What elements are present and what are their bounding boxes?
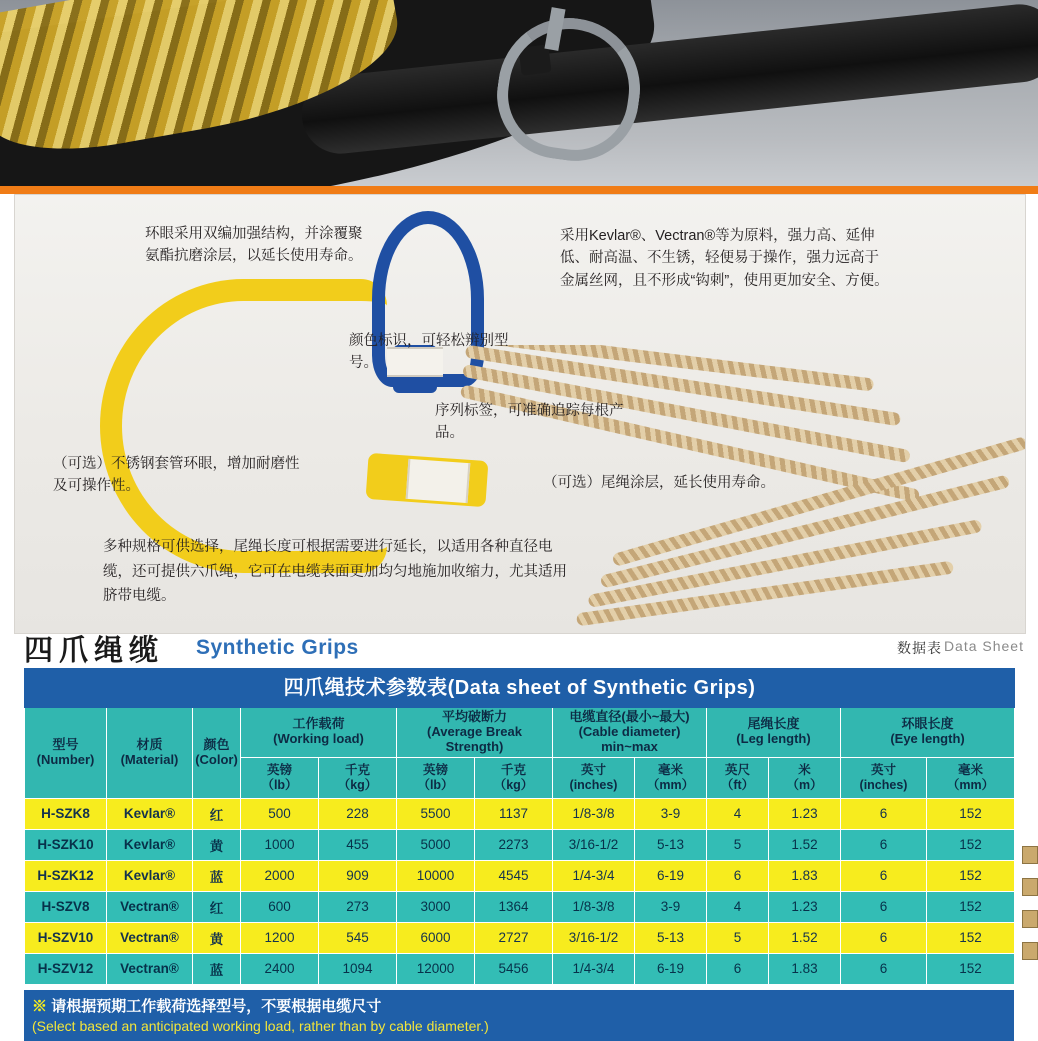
col-number: 型号 (Number): [25, 708, 107, 799]
cell-cd-mm: 3-9: [635, 891, 707, 922]
cell-color: 红: [193, 891, 241, 922]
cell-color: 蓝: [193, 860, 241, 891]
cell-material: Vectran®: [107, 953, 193, 984]
cell-color: 黄: [193, 829, 241, 860]
unit-cd-in: 英寸 (inches): [553, 757, 635, 798]
cell-material: Kevlar®: [107, 798, 193, 829]
cell-br-lb: 10000: [397, 860, 475, 891]
col-leg-length: 尾绳长度 (Leg length): [707, 708, 841, 758]
cell-leg-m: 1.83: [769, 953, 841, 984]
spec-table-wrap: [24, 668, 1014, 985]
cell-eye-mm: 152: [927, 953, 1015, 984]
cell-leg-m: 1.83: [769, 860, 841, 891]
cell-eye-in: 6: [841, 798, 927, 829]
cell-number: H-SZV10: [25, 922, 107, 953]
spec-table-body: [25, 798, 1015, 984]
note-text-en: (Select based an anticipated working load, rather than by cable diameter.): [32, 1018, 489, 1034]
cell-wl-lb: 1000: [241, 829, 319, 860]
cell-number: H-SZK12: [25, 860, 107, 891]
table-row: [25, 798, 1015, 829]
cell-material: Kevlar®: [107, 829, 193, 860]
note-star-icon: ※: [32, 998, 48, 1015]
cell-wl-lb: 1200: [241, 922, 319, 953]
col-cable-diameter: 电缆直径(最小~最大) (Cable diameter) min~max: [553, 708, 707, 758]
cell-number: H-SZK8: [25, 798, 107, 829]
cell-cd-mm: 5-13: [635, 922, 707, 953]
note-text-cn: 请根据预期工作载荷选择型号，不要根据电缆尺寸: [51, 998, 382, 1015]
callout-specs-note: 多种规格可供选择，尾绳长度可根据需要进行延长，以适用各种直径电缆，还可提供六爪绳，它可在电缆表面更加均匀地施加收缩力，尤其适用脐带电缆。: [103, 539, 567, 605]
edge-thumb-2: [1022, 878, 1038, 896]
cell-br-kg: 2273: [475, 829, 553, 860]
cell-wl-lb: 600: [241, 891, 319, 922]
yellow-grip-illustration: [100, 279, 387, 573]
col-break-strength: 平均破断力 (Average Break Strength): [397, 708, 553, 758]
callout-color-id: 颜色标识，可轻松辨别型号。: [349, 333, 509, 372]
cell-cd-mm: 5-13: [635, 829, 707, 860]
unit-br-lb: 英镑 （lb）: [397, 757, 475, 798]
callout-stainless-eye: （可选）不锈钢套管环眼，增加耐磨性及可操作性。: [53, 456, 300, 495]
illustration-panel: [14, 194, 1026, 634]
cell-br-kg: 1364: [475, 891, 553, 922]
unit-eye-in: 英寸 (inches): [841, 757, 927, 798]
cell-br-lb: 12000: [397, 953, 475, 984]
cell-wl-kg: 909: [319, 860, 397, 891]
col-color: 颜色 (Color): [193, 708, 241, 799]
section-title-row: [0, 628, 1038, 668]
callout-eye-construction: 环眼采用双编加强结构，并涂覆聚氨酯抗磨涂层，以延长使用寿命。: [145, 226, 363, 265]
cell-eye-in: 6: [841, 922, 927, 953]
cell-eye-mm: 152: [927, 829, 1015, 860]
table-row: [25, 829, 1015, 860]
cell-cd-in: 3/16-1/2: [553, 922, 635, 953]
cell-wl-lb: 500: [241, 798, 319, 829]
cell-br-kg: 4545: [475, 860, 553, 891]
cell-leg-ft: 5: [707, 922, 769, 953]
cell-br-lb: 3000: [397, 891, 475, 922]
cell-leg-m: 1.23: [769, 798, 841, 829]
cell-leg-ft: 6: [707, 953, 769, 984]
cell-br-kg: 5456: [475, 953, 553, 984]
cell-material: Vectran®: [107, 922, 193, 953]
page-title-cn: 四爪绳缆: [24, 635, 165, 667]
table-row: [25, 891, 1015, 922]
cell-eye-mm: 152: [927, 798, 1015, 829]
selection-note: [24, 990, 1014, 1041]
cell-br-kg: 2727: [475, 922, 553, 953]
unit-leg-m: 米 （m）: [769, 757, 841, 798]
cell-leg-ft: 4: [707, 891, 769, 922]
cell-material: Vectran®: [107, 891, 193, 922]
note-line-cn: [32, 995, 1006, 1016]
cell-cd-in: 1/4-3/4: [553, 953, 635, 984]
cell-eye-in: 6: [841, 891, 927, 922]
spec-table: [24, 668, 1015, 985]
cell-leg-m: 1.52: [769, 922, 841, 953]
cell-wl-kg: 228: [319, 798, 397, 829]
cell-cd-in: 1/4-3/4: [553, 860, 635, 891]
table-row: [25, 860, 1015, 891]
cell-wl-kg: 1094: [319, 953, 397, 984]
cell-leg-ft: 5: [707, 829, 769, 860]
edge-thumb-1: [1022, 846, 1038, 864]
table-row: [25, 922, 1015, 953]
cell-cd-in: 1/8-3/8: [553, 798, 635, 829]
unit-leg-ft: 英尺 （ft）: [707, 757, 769, 798]
cell-wl-kg: 545: [319, 922, 397, 953]
cell-wl-lb: 2400: [241, 953, 319, 984]
unit-eye-mm: 毫米 （mm）: [927, 757, 1015, 798]
col-material: 材质 (Material): [107, 708, 193, 799]
cell-wl-lb: 2000: [241, 860, 319, 891]
cell-number: H-SZV12: [25, 953, 107, 984]
col-working-load: 工作载荷 (Working load): [241, 708, 397, 758]
orange-divider: [0, 186, 1038, 194]
page-title-en: Synthetic Grips: [196, 636, 359, 659]
cell-br-lb: 5000: [397, 829, 475, 860]
data-sheet-label-cn: 数据表: [897, 640, 942, 656]
edge-thumb-4: [1022, 942, 1038, 960]
table-caption: 四爪绳技术参数表(Data sheet of Synthetic Grips): [25, 669, 1015, 708]
cell-leg-m: 1.23: [769, 891, 841, 922]
cell-br-lb: 6000: [397, 922, 475, 953]
cell-color: 红: [193, 798, 241, 829]
data-sheet-label-en: Data Sheet: [943, 638, 1024, 654]
cell-wl-kg: 455: [319, 829, 397, 860]
cell-leg-ft: 6: [707, 860, 769, 891]
cell-cd-mm: 6-19: [635, 860, 707, 891]
cell-eye-in: 6: [841, 829, 927, 860]
cell-cd-mm: 6-19: [635, 953, 707, 984]
cell-eye-mm: 152: [927, 891, 1015, 922]
callout-tail-coating: （可选）尾绳涂层，延长使用寿命。: [543, 475, 775, 491]
cell-eye-in: 6: [841, 953, 927, 984]
table-row: [25, 953, 1015, 984]
cell-leg-ft: 4: [707, 798, 769, 829]
unit-wl-lb: 英镑 （lb）: [241, 757, 319, 798]
cell-leg-m: 1.52: [769, 829, 841, 860]
cell-eye-mm: 152: [927, 922, 1015, 953]
callout-materials: 采用Kevlar®、Vectran®等为原料，强力高、延伸低、耐高温、不生锈，轻便易于操作，强力远高于金属丝网，且不形成“钩刺”，使用更加安全、方便。: [560, 228, 889, 289]
edge-thumb-3: [1022, 910, 1038, 928]
cell-material: Kevlar®: [107, 860, 193, 891]
col-eye-length: 环眼长度 (Eye length): [841, 708, 1015, 758]
cell-eye-in: 6: [841, 860, 927, 891]
cell-number: H-SZV8: [25, 891, 107, 922]
cell-cd-mm: 3-9: [635, 798, 707, 829]
cell-cd-in: 1/8-3/8: [553, 891, 635, 922]
cell-cd-in: 3/16-1/2: [553, 829, 635, 860]
cell-color: 蓝: [193, 953, 241, 984]
cell-wl-kg: 273: [319, 891, 397, 922]
unit-cd-mm: 毫米 （mm）: [635, 757, 707, 798]
cell-br-lb: 5500: [397, 798, 475, 829]
cell-br-kg: 1137: [475, 798, 553, 829]
unit-wl-kg: 千克 （kg）: [319, 757, 397, 798]
callout-serial-label: 序列标签，可准确追踪每根产品。: [435, 403, 624, 442]
cell-color: 黄: [193, 922, 241, 953]
product-photo: [0, 0, 1038, 186]
cell-number: H-SZK10: [25, 829, 107, 860]
cell-eye-mm: 152: [927, 860, 1015, 891]
unit-br-kg: 千克 （kg）: [475, 757, 553, 798]
